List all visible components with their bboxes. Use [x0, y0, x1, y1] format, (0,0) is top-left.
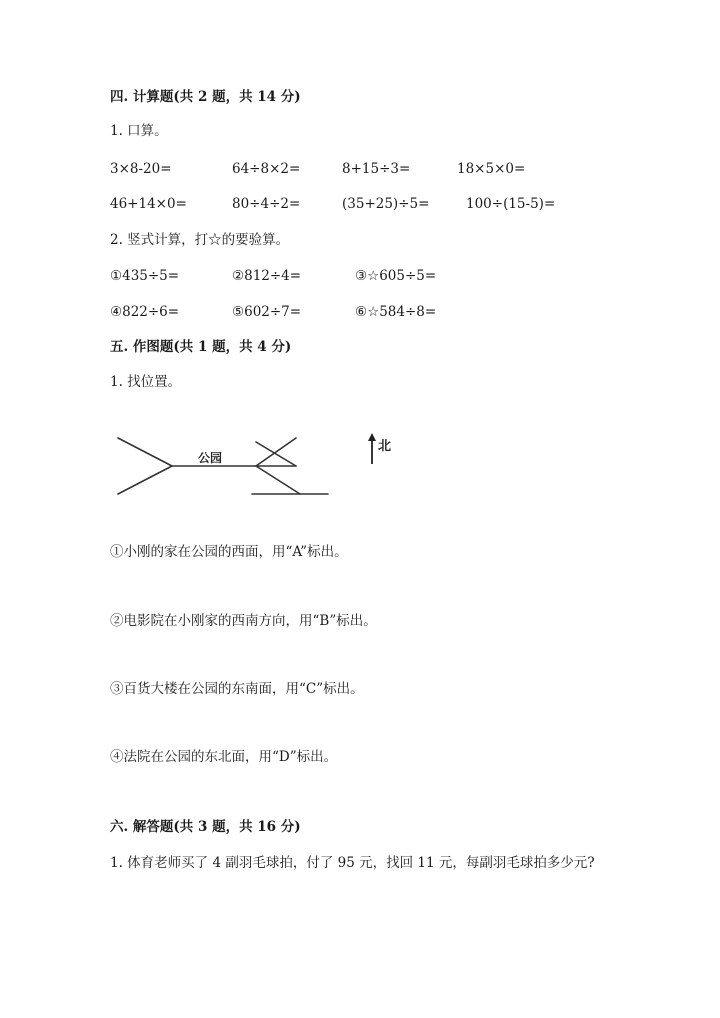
oral-calc-item: 80÷4÷2= [232, 196, 301, 212]
oral-calc-item: 8+15÷3= [342, 161, 411, 177]
question-2-label: 2. 竖式计算，打☆的要验算。 [110, 232, 290, 248]
map-task-item: ①小刚的家在公园的西面，用“A”标出。 [110, 544, 348, 560]
word-problem-text: 1. 体育老师买了 4 副羽毛球拍，付了 95 元，找回 11 元，每副羽毛球拍多少元? [110, 855, 595, 871]
road-line [118, 438, 172, 466]
oral-calc-item: (35+25)÷5= [342, 196, 430, 212]
column-calc-item: ①435÷5= [110, 268, 180, 284]
oral-calc-item: 18×5×0= [457, 161, 526, 177]
section-4-heading: 四. 计算题(共 2 题，共 14 分) [110, 89, 301, 105]
north-arrow-icon [368, 433, 376, 464]
column-calc-item: ②812÷4= [232, 268, 302, 284]
north-label: 北 [378, 438, 392, 453]
map-task-item: ②电影院在小刚家的西南方向，用“B”标出。 [110, 613, 377, 629]
street-map-diagram [110, 428, 420, 504]
oral-calc-item: 46+14×0= [110, 196, 187, 212]
section-6-heading: 六. 解答题(共 3 题，共 16 分) [110, 819, 301, 835]
column-calc-item: ③☆605÷5= [355, 268, 437, 284]
park-label: 公园 [198, 451, 223, 465]
oral-calc-item: 64÷8×2= [232, 161, 301, 177]
question-1-label: 1. 口算。 [110, 123, 168, 139]
road-line [118, 466, 172, 494]
question-1-label: 1. 找位置。 [110, 374, 182, 390]
road-line [256, 466, 300, 494]
map-task-item: ④法院在公园的东北面，用“D”标出。 [110, 749, 338, 765]
oral-calc-item: 3×8-20= [110, 161, 172, 177]
column-calc-item: ⑤602÷7= [232, 304, 302, 320]
section-5-heading: 五. 作图题(共 1 题，共 4 分) [110, 339, 292, 355]
map-task-item: ③百货大楼在公园的东南面，用“C”标出。 [110, 681, 364, 697]
oral-calc-item: 100÷(15-5)= [466, 196, 556, 212]
column-calc-item: ⑥☆584÷8= [355, 304, 437, 320]
column-calc-item: ④822÷6= [110, 304, 180, 320]
